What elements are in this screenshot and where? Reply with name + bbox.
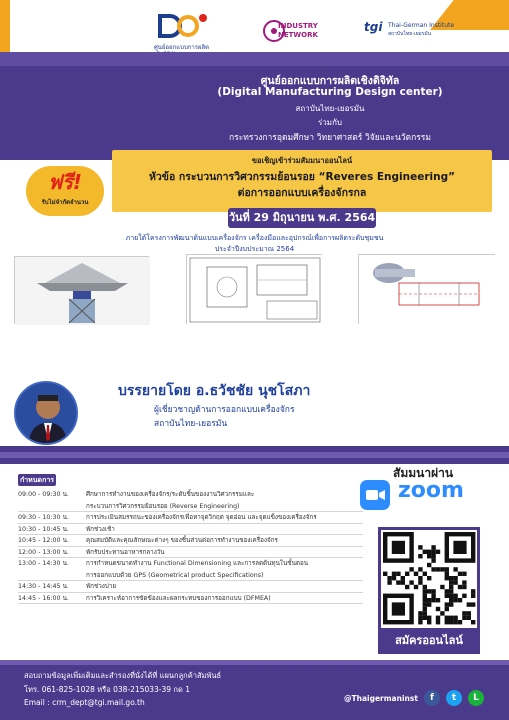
schedule-row [18,548,165,557]
register-button[interactable]: สมัครออนไลน์ [378,628,480,654]
schedule-time: 14:45 - 16:00 น. [18,594,69,602]
schedule-activity: พักช่วงเช้า [86,525,115,533]
free-note: รับไม่จำกัดจำนวน [41,199,89,206]
footer-accent [0,660,509,665]
tgi-logo-line2: สถาบันไทย-เยอรมัน [388,31,432,37]
schedule-divider [18,523,363,524]
schedule-row [18,571,264,580]
org-title-th: ศูนย์ออกแบบการผลิตเชิงดิจิทัล [260,75,400,87]
schedule-time: 09:00 - 09:30 น. [18,491,69,498]
qr-code-icon [381,530,477,628]
schedule-row [18,525,115,534]
schedule-activity: กระบวนการวิศวกรรมย้อนรอย (Reverse Engineering) [86,502,240,510]
tgi-logo-line1: Thai-German Institute [388,22,455,29]
schedule-row [18,582,116,591]
schedule-activity: การกำหนดขนาดทำงาน Functional Dimensioning และการลดต้นทุนในขั้นตอน [86,560,309,567]
schedule-time: 10:30 - 10:45 น. [18,525,69,533]
schedule-divider [18,592,363,593]
title-band-accent [0,52,509,66]
schedule-activity: การวิเคราะห์อาการขัดข้องและผลกระทบของการออกแบบ (DFMEA) [86,594,271,602]
schedule-activity: พักรับประทานอาหารกลางวัน [86,548,165,556]
org-title-en: (Digital Manufacturing Design center) [217,86,443,98]
dg-logo-caption: ศูนย์ออกแบบการผลิต [154,44,210,51]
schedule-activity: คุณสมบัติและคุณลักษณะต่างๆ ของชิ้นส่วนต่อการทำงานของเครื่องจักร [86,537,278,544]
social-handle: @Thaigermaninst [344,694,418,703]
speaker-role: ผู้เชี่ยวชาญด้านการออกแบบเครื่องจักร [154,405,295,415]
event-invite: ขอเชิญเข้าร่วมสัมมนาออนไลน์ [251,156,353,165]
schedule-activity: การออกแบบด้วย GPS (Geometrical product Specifications) [86,571,264,579]
footer-contact-line1: สอบถามข้อมูลเพิ่มเติมและสำรองที่นั่งได้ที่ แผนกลูกค้าสัมพันธ์ [24,671,222,680]
line-icon[interactable]: L [468,690,484,706]
speaker-org: สถาบันไทย-เยอรมัน [154,419,228,429]
twitter-icon[interactable]: t [446,690,462,706]
dg-logo-icon [154,12,210,40]
schedule-divider [18,511,363,512]
schedule-divider [18,603,363,604]
technical-drawing-illustration [187,255,323,325]
event-date: วันที่ 29 มิถุนายน พ.ศ. 2564 [228,208,376,228]
org-with: ร่วมกับ [318,118,342,127]
tgi-mark-icon: tgi [364,20,383,34]
schedule-activity: พักช่วงบ่าย [86,583,117,590]
zoom-camera-icon [360,480,390,510]
org-ministry: กระทรวงการอุดมศึกษา วิทยาศาสตร์ วิจัยและนวัตกรรม [229,133,431,143]
footer-contact-email[interactable]: Email : crm_dept@tgi.mail.go.th [24,698,145,707]
zoom-label: สัมมนาผ่าน [393,466,454,480]
video-camera-icon [360,480,390,510]
registration-qr-code[interactable] [378,527,480,631]
schedule-heading: กำหนดการ [19,476,55,484]
schedule-row [18,490,254,499]
tgi-logo [364,18,455,46]
schedule-time: 14:30 - 14:45 น. [18,583,69,590]
schedule-divider [18,580,363,581]
speaker-divider [10,366,140,374]
schedule-time: 13:00 - 14:30 น. [18,560,69,567]
industry-network-logo [262,14,322,48]
schedule-time: 09:30 - 10:30 น. [18,514,69,521]
antenna-illustration [15,257,150,325]
schedule-divider [18,546,363,547]
free-label: ฟรี! [47,170,83,194]
event-topic-line1: หัวข้อ กระบวนการวิศวกรรมย้อนรอย “Reveres Engineering” [148,171,456,183]
schedule-row [18,594,271,603]
schedule-row [18,559,308,568]
project-line1: ภายใต้โครงการพัฒนาต้นแบบเครื่องจักร เครื่องมือและอุปกรณ์เพื่อการผลิตระดับชุมชน [125,234,384,242]
industry-logo-text: INDUSTRY NETWORK [278,22,318,39]
shaft-drawing-illustration [359,255,496,325]
event-topic-line2: ต่อการออกแบบเครื่องจักรกล [237,187,367,199]
schedule-time: 10:45 - 12:00 น. [18,537,69,544]
speaker-name: บรรยายโดย อ.ธวัชชัย นุชโสภา [118,383,311,399]
schedule-row [18,502,240,511]
drawing-image [186,254,322,324]
facebook-icon[interactable]: f [424,690,440,706]
schedule-activity: การประเมินสมรรถนะของเครื่องจักรเพื่อหาจุดวิกฤต จุดอ่อน และจุดแข็งของเครื่องจักร [86,514,317,521]
dg-logo [154,12,210,51]
zoom-brand: zoom [398,478,464,503]
schedule-divider [18,534,363,535]
org-institute: สถาบันไทย-เยอรมัน [295,104,365,113]
shaft-image [358,254,495,324]
speaker-avatar-icon [16,383,78,445]
schedule-row [18,513,317,522]
schedule-row [18,536,278,545]
speaker-photo [14,381,78,445]
antenna-image [14,256,149,324]
footer-contact-phone: โทร. 061-825-1028 หรือ 038-215033-39 กด 1 [24,685,190,694]
schedule-activity: ศึกษาการทำงานของเครื่องจักร/ระดับชิ้นของงานวิศวกรรมและ [86,491,255,498]
schedule-time: 12:00 - 13:00 น. [18,548,69,556]
section-band-accent [0,452,509,458]
schedule-divider [18,557,363,558]
project-line2: ประจำปีงบประมาณ 2564 [214,245,295,253]
